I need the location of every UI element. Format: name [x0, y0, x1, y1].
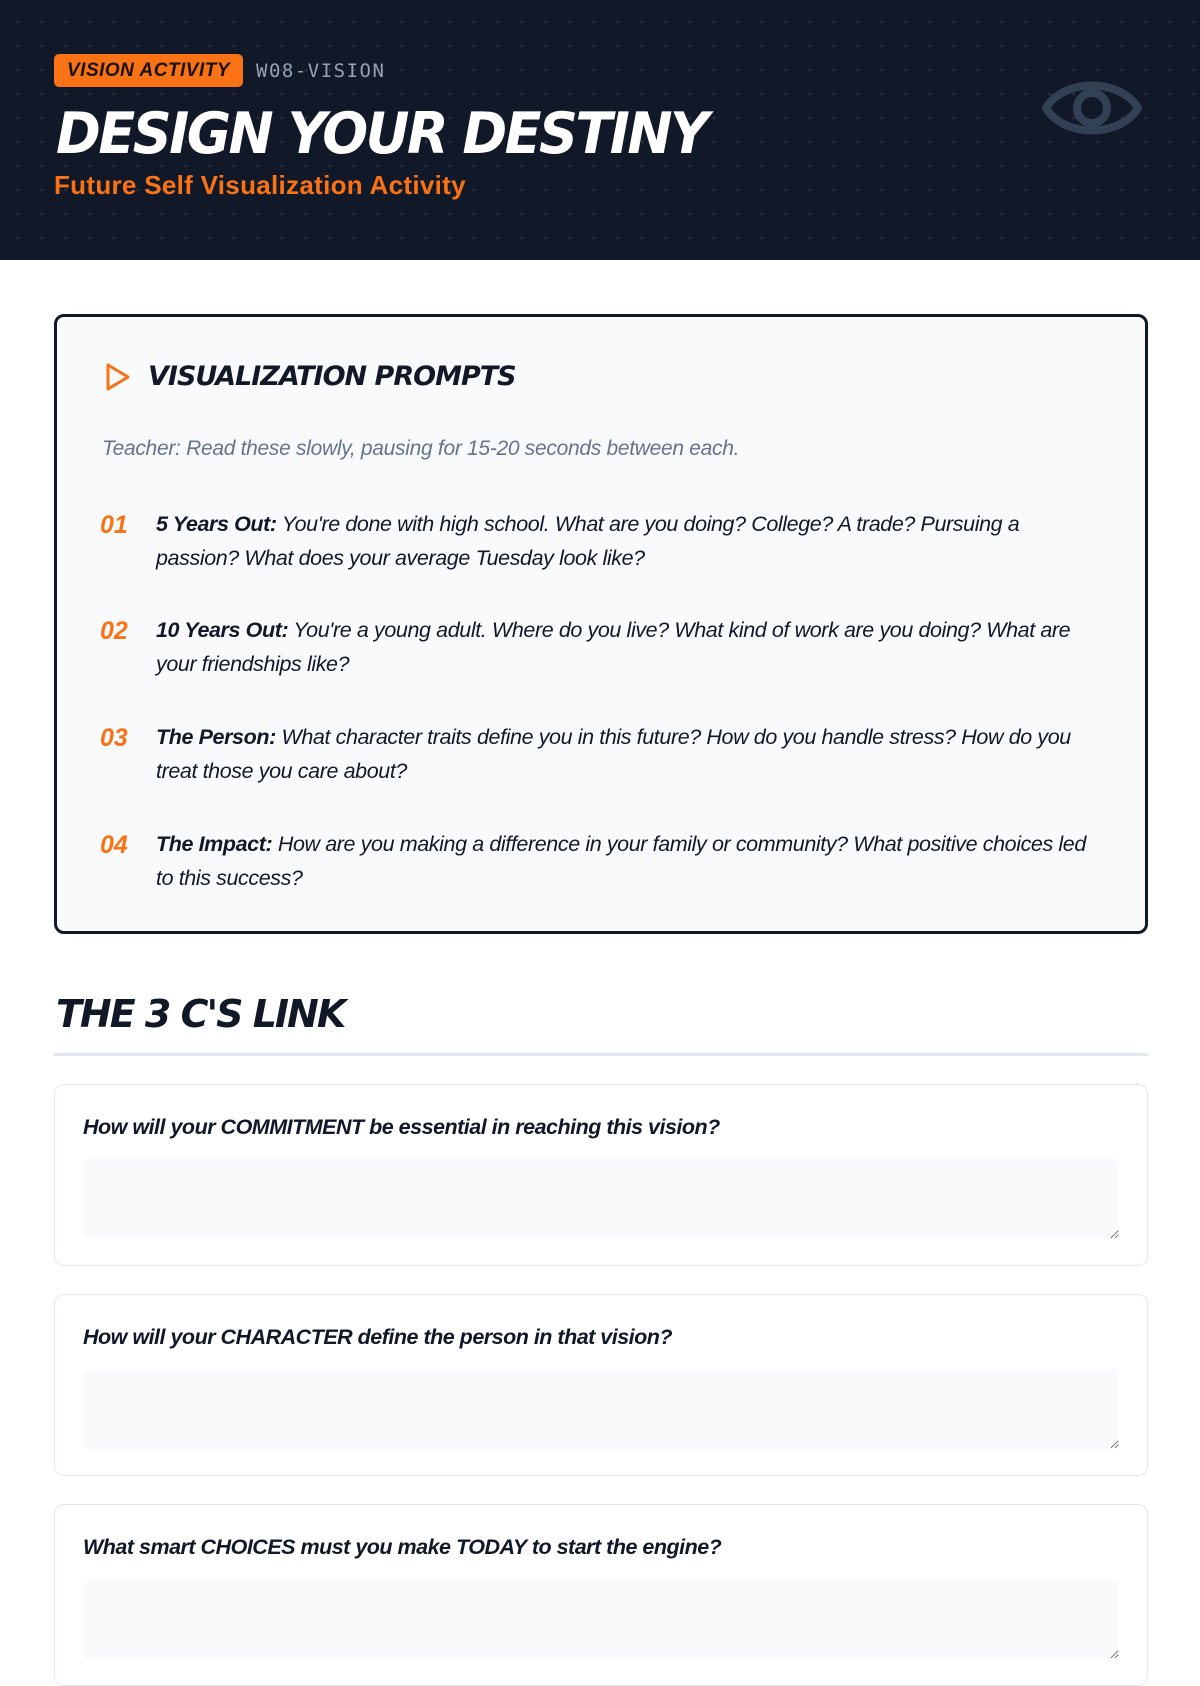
prompt-body: You're done with high school. What are you doing? College? A trade? Pursuing a passion? What does your average Tuesday look like? — [156, 512, 1020, 570]
prompt-label: The Person: — [156, 725, 276, 749]
play-icon — [102, 362, 132, 392]
teacher-note: Teacher: Read these slowly, pausing for 15-20 seconds between each. — [102, 437, 740, 460]
page-header — [0, 0, 1200, 260]
character-answer-field[interactable] — [83, 1369, 1119, 1449]
tag-row — [54, 54, 385, 87]
choices-answer-field[interactable] — [83, 1579, 1119, 1659]
prompt-text — [156, 507, 1100, 575]
prompt-body: How are you making a difference in your family or community? What positive choices led to this success? — [156, 832, 1086, 890]
prompts-heading — [102, 361, 516, 392]
question-card-choices — [54, 1504, 1148, 1686]
prompt-item — [100, 827, 1100, 895]
prompt-text — [156, 613, 1100, 681]
prompt-item — [100, 613, 1100, 681]
prompt-label: 10 Years Out: — [156, 618, 289, 642]
prompt-number: 02 — [100, 617, 128, 645]
question-label: How will your CHARACTER define the person in that vision? — [83, 1325, 673, 1349]
section-divider — [54, 1053, 1148, 1056]
page-title: DESIGN YOUR DESTINY — [56, 100, 707, 167]
commitment-answer-field[interactable] — [83, 1159, 1119, 1239]
prompt-item — [100, 720, 1100, 788]
prompt-label: 5 Years Out: — [156, 512, 277, 536]
question-label: How will your COMMITMENT be essential in reaching this vision? — [83, 1115, 720, 1139]
prompts-title: VISUALIZATION PROMPTS — [148, 361, 516, 392]
prompt-number: 03 — [100, 724, 128, 752]
prompt-number: 01 — [100, 511, 128, 539]
visualization-prompts-card — [54, 314, 1148, 934]
prompt-label: The Impact: — [156, 832, 273, 856]
section-title: THE 3 C'S LINK — [56, 992, 345, 1036]
prompt-body: You're a young adult. Where do you live? What kind of work are you doing? What are your friendships like? — [156, 618, 1071, 676]
prompt-body: What character traits define you in this future? How do you handle stress? How do you treat those you care about? — [156, 725, 1071, 783]
prompt-item — [100, 507, 1100, 575]
question-label: What smart CHOICES must you make TODAY to start the engine? — [83, 1535, 722, 1559]
activity-tag: VISION ACTIVITY — [54, 54, 243, 87]
prompt-number: 04 — [100, 831, 128, 859]
question-card-character — [54, 1294, 1148, 1476]
eye-icon — [1040, 66, 1144, 150]
prompt-text — [156, 720, 1100, 788]
prompt-text — [156, 827, 1100, 895]
page-subtitle: Future Self Visualization Activity — [54, 170, 466, 200]
question-card-commitment — [54, 1084, 1148, 1266]
activity-code: W08-VISION — [256, 59, 386, 82]
